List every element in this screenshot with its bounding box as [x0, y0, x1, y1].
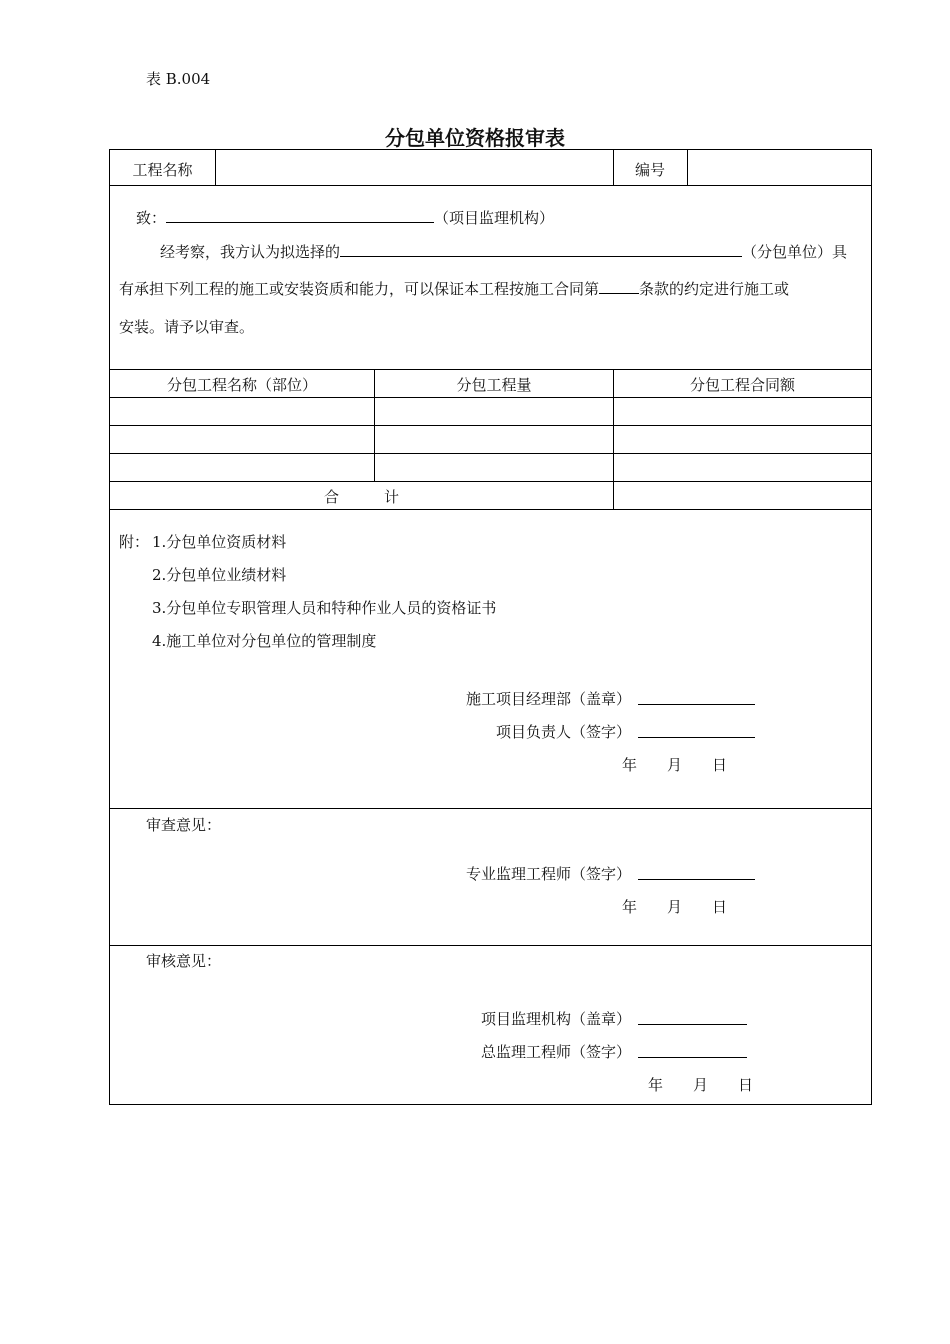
letter-line-2 [119, 278, 789, 299]
attachment-item: 3.分包单位专职管理人员和特种作业人员的资格证书 [152, 599, 497, 617]
line1-suffix: （分包单位）具 [742, 243, 848, 261]
contractor-date: 年 月 日 [622, 756, 728, 774]
approval-date: 年 月 日 [648, 1076, 754, 1094]
chief-engineer-sign-line[interactable] [638, 1057, 747, 1058]
subcontractor-field[interactable] [340, 241, 742, 257]
contractor-dept-label: 施工项目经理部（盖章） [465, 690, 631, 708]
number-label: 编号 [634, 161, 665, 179]
letter-line-1 [160, 241, 847, 262]
divider [110, 509, 871, 510]
divider [215, 150, 216, 186]
line2-suffix: 条款的约定进行施工或 [639, 280, 790, 298]
column-header: 分包工程量 [456, 376, 532, 394]
divider [110, 397, 871, 398]
page-title: 分包单位资格报审表 [385, 126, 565, 150]
letter-line-3: 安装。请予以审查。 [119, 318, 255, 336]
specialist-sign-line[interactable] [638, 879, 755, 880]
attachment-item: 1.分包单位资质材料 [152, 533, 287, 551]
attachments-prefix: 附： [119, 533, 150, 551]
supervision-org-sign-line[interactable] [638, 1024, 747, 1025]
supervision-org-field[interactable] [166, 207, 434, 223]
form-table [109, 149, 872, 1105]
column-header: 分包工程合同额 [689, 376, 795, 394]
divider [110, 185, 871, 186]
approval-label: 审核意见： [146, 952, 222, 970]
line2-prefix: 有承担下列工程的施工或安装资质和能力，可以保证本工程按施工合同第 [119, 280, 600, 298]
column-header: 分包工程名称（部位） [166, 376, 317, 394]
attachment-item: 4.施工单位对分包单位的管理制度 [152, 632, 377, 650]
project-name-label: 工程名称 [132, 161, 193, 179]
review-date: 年 月 日 [622, 898, 728, 916]
to-prefix: 致： [136, 209, 167, 227]
divider [687, 150, 688, 186]
supervision-org-label: 项目监理机构（盖章） [480, 1010, 631, 1028]
divider [110, 481, 871, 482]
attachment-item: 2.分包单位业绩材料 [152, 566, 287, 584]
project-leader-label: 项目负责人（签字） [495, 723, 631, 741]
divider [110, 425, 871, 426]
review-label: 审查意见： [146, 816, 222, 834]
specialist-sign-label: 专业监理工程师（签字） [465, 865, 631, 883]
contractor-dept-sign-line[interactable] [638, 704, 755, 705]
total-label: 合 计 [323, 488, 399, 506]
chief-engineer-label: 总监理工程师（签字） [480, 1043, 631, 1061]
project-leader-sign-line[interactable] [638, 737, 755, 738]
divider [110, 369, 871, 370]
clause-field[interactable] [599, 278, 639, 294]
letter-to [136, 207, 554, 228]
line1-prefix: 经考察，我方认为拟选择的 [160, 243, 341, 261]
to-suffix: （项目监理机构） [434, 209, 555, 227]
divider [110, 453, 871, 454]
divider [110, 945, 871, 946]
divider [110, 808, 871, 809]
form-code: 表 B.004 [146, 70, 211, 88]
